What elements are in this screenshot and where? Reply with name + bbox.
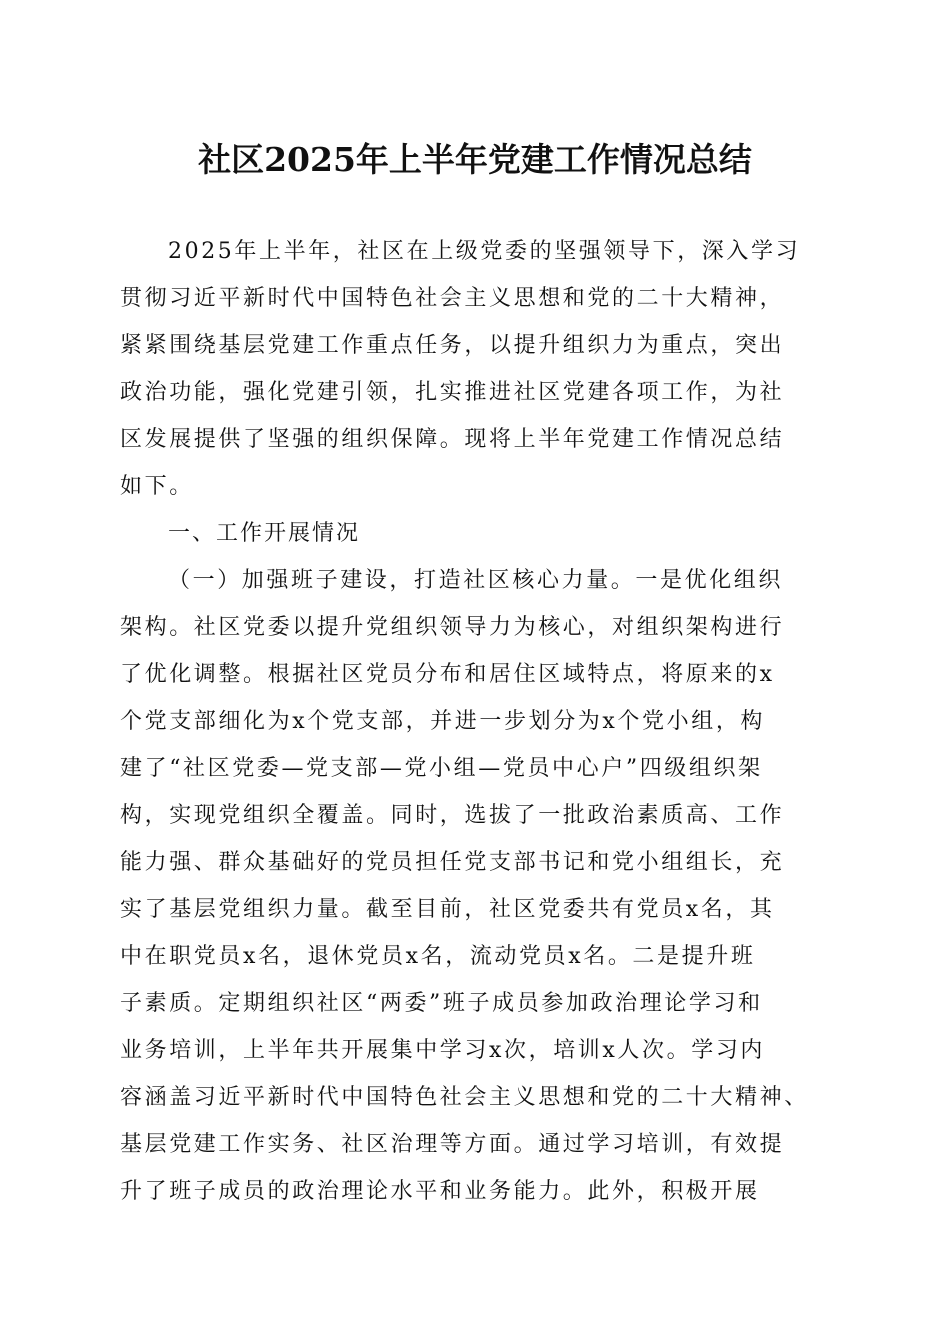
paragraph-line: 政治功能，强化党建引领，扎实推进社区党建各项工作，为社 — [120, 380, 785, 405]
paragraph-line: 构，实现党组织全覆盖。同时，选拔了一批政治素质高、工作 — [120, 803, 785, 828]
paragraph-line: 中在职党员x名，退休党员x名，流动党员x名。二是提升班 — [120, 944, 756, 969]
paragraph-line: 业务培训，上半年共开展集中学习x次，培训x人次。学习内 — [120, 1038, 766, 1063]
section-heading: 一、工作开展情况 — [168, 521, 361, 546]
paragraph-line: 2025年上半年，社区在上级党委的坚强领导下，深入学习 — [168, 239, 801, 264]
paragraph-line: 能力强、群众基础好的党员担任党支部书记和党小组组长，充 — [120, 850, 785, 875]
paragraph-line: 贯彻习近平新时代中国特色社会主义思想和党的二十大精神， — [120, 286, 785, 311]
paragraph-line: 架构。社区党委以提升党组织领导力为核心，对组织架构进行 — [120, 615, 785, 640]
paragraph-line: 升了班子成员的政治理论水平和业务能力。此外，积极开展 — [120, 1179, 760, 1204]
paragraph-line: 如下。 — [120, 474, 194, 499]
document-title: 社区2025年上半年党建工作情况总结 — [198, 140, 752, 179]
paragraph-line: （一）加强班子建设，打造社区核心力量。一是优化组织 — [168, 568, 784, 593]
paragraph-line: 个党支部细化为x个党支部，并进一步划分为x个党小组，构 — [120, 709, 766, 734]
document-body — [120, 228, 832, 1215]
paragraph-line: 紧紧围绕基层党建工作重点任务，以提升组织力为重点，突出 — [120, 333, 785, 358]
paragraph-line: 基层党建工作实务、社区治理等方面。通过学习培训，有效提 — [120, 1132, 785, 1157]
paragraph-line: 容涵盖习近平新时代中国特色社会主义思想和党的二十大精神、 — [120, 1085, 809, 1110]
paragraph-line: 区发展提供了坚强的组织保障。现将上半年党建工作情况总结 — [120, 427, 785, 452]
paragraph-line: 建了“社区党委—党支部—党小组—党员中心户”四级组织架 — [120, 756, 763, 781]
paragraph-line: 了优化调整。根据社区党员分布和居住区域特点，将原来的x — [120, 662, 775, 687]
paragraph-line: 子素质。定期组织社区“两委”班子成员参加政治理论学习和 — [120, 991, 763, 1016]
paragraph-line: 实了基层党组织力量。截至目前，社区党委共有党员x名，其 — [120, 897, 775, 922]
